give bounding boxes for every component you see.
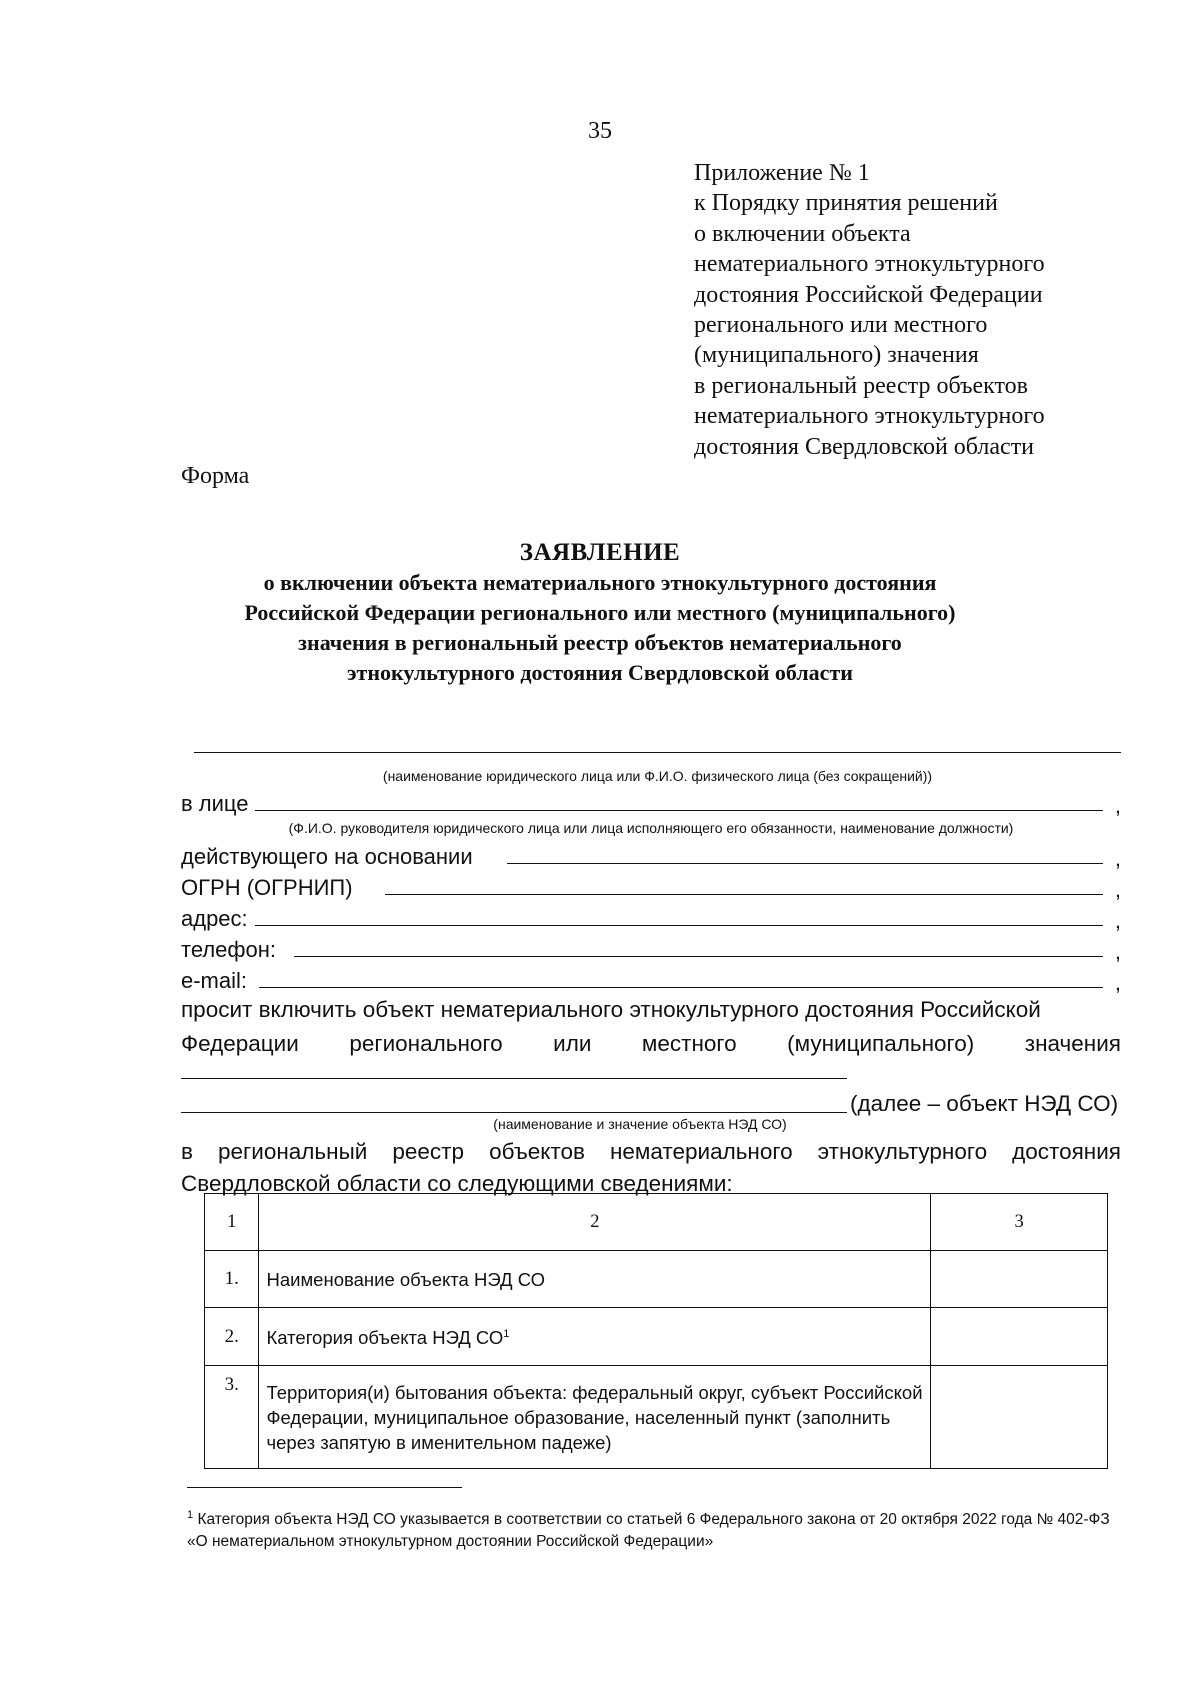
- row-number: 1.: [205, 1251, 259, 1308]
- request-word: регионального: [349, 1031, 503, 1056]
- row-description: Территория(и) бытования объекта: федеральный округ, субъект Российской Федерации, муниципальное образование, населенный пункт (заполнить через запятую в именительном падеже): [259, 1366, 931, 1469]
- appendix-line: достояния Свердловской области: [694, 433, 1035, 460]
- ogrn-label: ОГРН (ОГРНИП): [181, 875, 353, 900]
- title-line: этнокультурного достояния Свердловской области: [347, 660, 853, 685]
- page-number: 35: [588, 118, 612, 144]
- title-line: значения в региональный реестр объектов нематериального: [298, 630, 902, 655]
- comma: ,: [1114, 939, 1121, 964]
- phone-label: телефон:: [181, 937, 277, 962]
- request-word: значения: [1024, 1031, 1121, 1056]
- basis-row: [181, 840, 1121, 870]
- applicant-name-field[interactable]: [194, 752, 1121, 753]
- object-name-field-2[interactable]: [181, 1112, 847, 1113]
- info-table: [204, 1193, 1108, 1469]
- appendix-line: в региональный реестр объектов: [694, 372, 1028, 399]
- appendix-line: (муниципального) значения: [694, 342, 979, 369]
- footnote-ref: 1: [503, 1328, 510, 1341]
- phone-field[interactable]: [294, 956, 1103, 957]
- represented-by-row: [181, 787, 1121, 817]
- object-caption: (наименование и значение объекта НЭД СО): [493, 1116, 787, 1132]
- row-number: 2.: [205, 1308, 259, 1366]
- request-line-4: Свердловской области со следующими сведениями:: [181, 1171, 733, 1196]
- email-label: e-mail:: [181, 968, 248, 993]
- row-value-cell[interactable]: [931, 1366, 1108, 1469]
- appendix-line: о включении объекта: [694, 220, 911, 247]
- appendix-line: Приложение № 1: [694, 160, 870, 186]
- appendix-line: нематериального этнокультурного: [694, 403, 1045, 430]
- title-heading: ЗАЯВЛЕНИЕ: [519, 539, 681, 566]
- comma: ,: [1114, 970, 1121, 995]
- request-word: Федерации: [181, 1031, 299, 1056]
- object-name-field[interactable]: [181, 1078, 847, 1079]
- address-field[interactable]: [255, 925, 1103, 926]
- appendix-line: к Порядку принятия решений: [694, 190, 998, 217]
- title-line: Российской Федерации регионального или местного (муниципального): [244, 600, 956, 625]
- comma: ,: [1114, 846, 1121, 871]
- appendix-line: достояния Российской Федерации: [694, 281, 1043, 308]
- header-cell: 3: [931, 1194, 1108, 1251]
- ogrn-field[interactable]: [385, 894, 1103, 895]
- email-field[interactable]: [259, 987, 1103, 988]
- row-description: Наименование объекта НЭД СО: [259, 1251, 931, 1308]
- represented-by-field[interactable]: [255, 810, 1103, 811]
- request-word: местного: [641, 1031, 737, 1056]
- footnote-text: Категория объекта НЭД СО указывается в соответствии со статьей 6 Федерального закона от 20 октября 2022 года № 402-ФЗ «О нематериальном этнокультурном достоянии Российской Федерации»: [187, 1511, 1110, 1551]
- address-label: адрес:: [181, 906, 248, 931]
- basis-field[interactable]: [507, 863, 1103, 864]
- footnote-separator: [187, 1487, 462, 1488]
- represented-by-label: в лице: [181, 791, 249, 816]
- request-line-3: в региональный реестр объектов нематериального этнокультурного достояния: [181, 1139, 1121, 1164]
- represented-by-caption: (Ф.И.О. руководителя юридического лица или лица исполняющего его обязанности, наименование должности): [288, 820, 1014, 836]
- footnote-mark: 1: [187, 1509, 194, 1521]
- request-word: или: [553, 1031, 592, 1056]
- header-cell: 2: [259, 1194, 931, 1251]
- request-word: (муниципального): [787, 1031, 975, 1056]
- table-row: [205, 1308, 1108, 1366]
- row-value-cell[interactable]: [931, 1251, 1108, 1308]
- phone-row: [181, 933, 1121, 963]
- row-number: 3.: [205, 1366, 259, 1469]
- comma: ,: [1114, 793, 1121, 818]
- table-row: [205, 1251, 1108, 1308]
- object-suffix: (далее – объект НЭД СО): [850, 1091, 1119, 1116]
- table-row: [205, 1366, 1108, 1469]
- appendix-header: [694, 158, 1045, 462]
- table-header-row: [205, 1194, 1108, 1251]
- basis-label: действующего на основании: [181, 844, 473, 869]
- title-line: о включении объекта нематериального этнокультурного достояния: [263, 570, 937, 595]
- comma: ,: [1114, 908, 1121, 933]
- footnote: [187, 1504, 1117, 1553]
- ogrn-row: [181, 871, 1121, 901]
- row-description: Категория объекта НЭД $СО^1$: [259, 1308, 931, 1366]
- form-label: Форма: [181, 463, 250, 489]
- header-cell: 1: [205, 1194, 259, 1251]
- applicant-name-caption: (наименование юридического лица или Ф.И.О. физического лица (без сокращений)): [382, 768, 933, 784]
- comma: ,: [1114, 877, 1121, 902]
- address-row: [181, 902, 1121, 932]
- request-line-1: просит включить объект нематериального этнокультурного достояния Российской: [181, 997, 1041, 1022]
- request-line-2: [181, 1027, 1121, 1061]
- email-row: [181, 964, 1121, 994]
- appendix-line: нематериального этнокультурного: [694, 251, 1045, 278]
- document-title: [150, 538, 1050, 688]
- appendix-line: регионального или местного: [694, 312, 988, 339]
- row-value-cell[interactable]: [931, 1308, 1108, 1366]
